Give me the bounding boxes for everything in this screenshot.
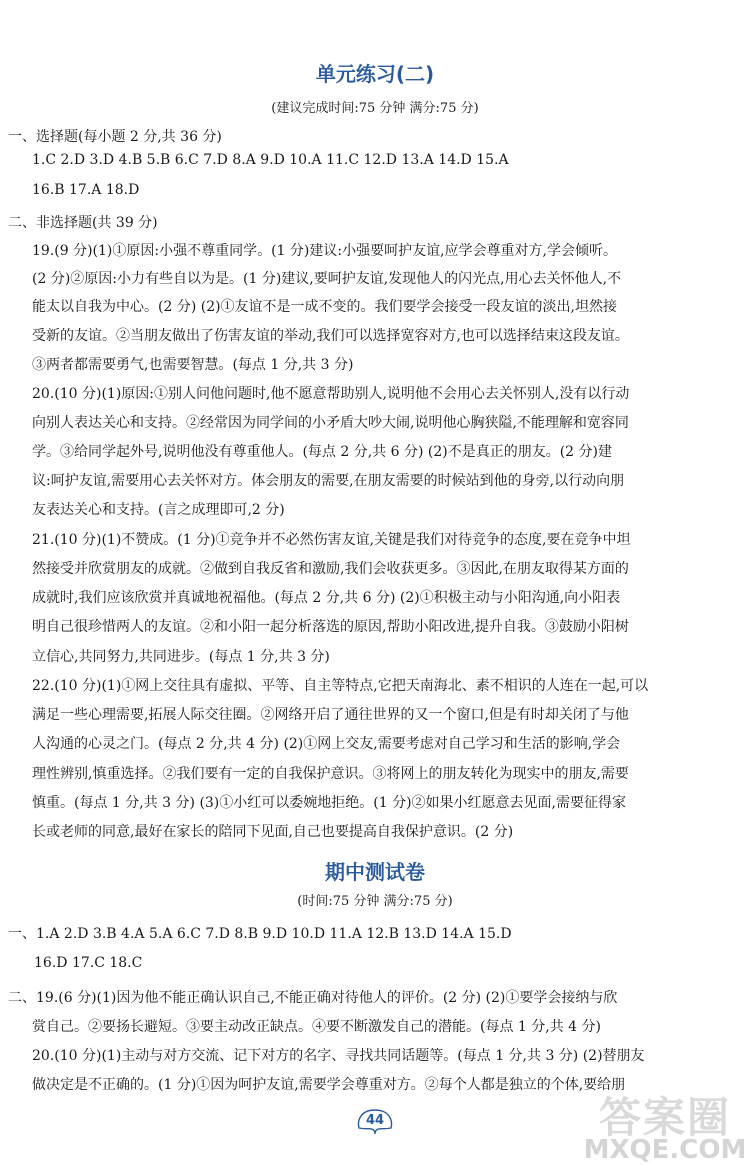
answer-line: 议:呵护友谊,需要用心去关怀对方。体会朋友的需要,在朋友需要的时候站到他的身旁,以行动向朋 (32, 473, 625, 489)
answer-line: (2 分)②原因:小力有些自以为是。(1 分)建议,要呵护友谊,发现他人的闪光点,用心去关怀他人,不 (32, 271, 622, 287)
answer-line: 友表达关心和支持。(言之成理即可,2 分) (32, 502, 285, 518)
answer-line: 长或老师的同意,最好在家长的陪同下见面,自己也要提高自我保护意识。(2 分) (32, 824, 514, 840)
answer-line: 二、19.(6 分)(1)因为他不能正确认识自己,不能正确对待他人的评价。(2 分) (2)①要学会接纳与欣 (8, 990, 618, 1006)
page-number-text: 44 (365, 1113, 385, 1128)
unit2-title: 单元练习(二) (315, 62, 435, 86)
midterm-subtitle: (时间:75 分钟 满分:75 分) (297, 894, 453, 909)
section-heading: 二、非选择题(共 39 分) (8, 215, 158, 231)
answer-line: 能太以自我为中心。(2 分) (2)①友谊不是一成不变的。我们要学会接受一段友谊的淡出,坦然接 (32, 299, 618, 315)
answer-line: 学。③给同学起外号,说明他没有尊重他人。(每点 2 分,共 6 分) (2)不是真正的朋友。(2 分)建 (32, 444, 612, 460)
answer-line: 立信心,共同努力,共同进步。(每点 1 分,共 3 分) (32, 649, 330, 665)
page-number (353, 1108, 397, 1136)
answer-line: 赏自己。②要扬长避短。③要主动改正缺点。④要不断激发自己的潜能。(每点 1 分,共 4 分) (32, 1019, 601, 1035)
answer-line: 20.(10 分)(1)原因:①别人问他问题时,他不愿意帮助别人,说明他不会用心去关怀别人,没有以行动 (32, 386, 630, 402)
answer-line: 受新的友谊。②当朋友做出了伤害友谊的举动,我们可以选择宽容对方,也可以选择结束这段友谊。 (32, 328, 629, 344)
section-heading: 一、选择题(每小题 2 分,共 36 分) (8, 129, 222, 145)
answer-line: 一、1.A 2.D 3.B 4.A 5.A 6.C 7.D 8.B 9.D 10.D 11.A 12.B 13.D 14.A 15.D (8, 926, 512, 942)
answer-line: ③两者都需要勇气,也需要智慧。(每点 1 分,共 3 分) (32, 357, 354, 373)
watermark-logo (580, 1085, 750, 1164)
answer-line: 1.C 2.D 3.D 4.B 5.B 6.C 7.D 8.A 9.D 10.A 11.C 12.D 13.A 14.D 15.A (32, 152, 509, 168)
answer-line: 21.(10 分)(1)不赞成。(1 分)①竞争并不必然伤害友谊,关键是我们对待竞争的态度,要在竞争中坦 (32, 532, 631, 548)
answer-line: 然接受并欣赏朋友的成就。②做到自我反省和激励,我们会收获更多。③因此,在朋友取得某方面的 (32, 561, 629, 577)
answer-line: 20.(10 分)(1)主动与对方交流、记下对方的名字、寻找共同话题等。(每点 1 分,共 3 分) (2)替朋友 (32, 1048, 645, 1064)
unit2-subtitle: (建议完成时间:75 分钟 满分:75 分) (271, 101, 479, 116)
answer-line: 满足一些心理需要,拓展人际交往圈。②网络开启了通往世界的又一个窗口,但是有时却关闭了与他 (32, 707, 629, 723)
watermark-url: MXQE.COM (583, 1135, 747, 1165)
answer-line: 明自己很珍惜两人的友谊。②和小阳一起分析落选的原因,帮助小阳改进,提升自我。③鼓励小阳树 (32, 619, 629, 635)
answer-line: 22.(10 分)(1)①网上交往具有虚拟、平等、自主等特点,它把天南海北、素不相识的人连在一起,可以 (32, 678, 649, 694)
answer-line: 向别人表达关心和支持。②经常因为同学间的小矛盾大吵大闹,说明他心胸狭隘,不能理解和宽容同 (32, 415, 629, 431)
answer-line: 19.(9 分)(1)①原因:小强不尊重同学。(1 分)建议:小强要呵护友谊,应学会尊重对方,学会倾听。 (32, 243, 617, 259)
answer-line: 成就时,我们应该欣赏并真诚地祝福他。(每点 2 分,共 6 分) (2)①积极主动与小阳沟通,向小阳表 (32, 590, 621, 606)
answer-line: 16.B 17.A 18.D (32, 182, 140, 198)
answer-line: 理性辨别,慎重选择。②我们要有一定的自我保护意识。③将网上的朋友转化为现实中的朋友,需要 (32, 766, 629, 782)
answer-line: 16.D 17.C 18.C (34, 955, 143, 971)
watermark-text: 答案圈 (598, 1093, 731, 1142)
midterm-title: 期中测试卷 (325, 860, 425, 884)
answer-line: 做决定是不正确的。(1 分)①因为呵护友谊,需要学会尊重对方。②每个人都是独立的个体,要给朋 (32, 1077, 626, 1093)
answer-line: 慎重。(每点 1 分,共 3 分) (3)①小红可以委婉地拒绝。(1 分)②如果小红愿意去见面,需要征得家 (32, 795, 626, 811)
answer-line: 人沟通的心灵之门。(每点 2 分,共 4 分) (2)①网上交友,需要考虑对自己学习和生活的影响,学会 (32, 736, 621, 752)
